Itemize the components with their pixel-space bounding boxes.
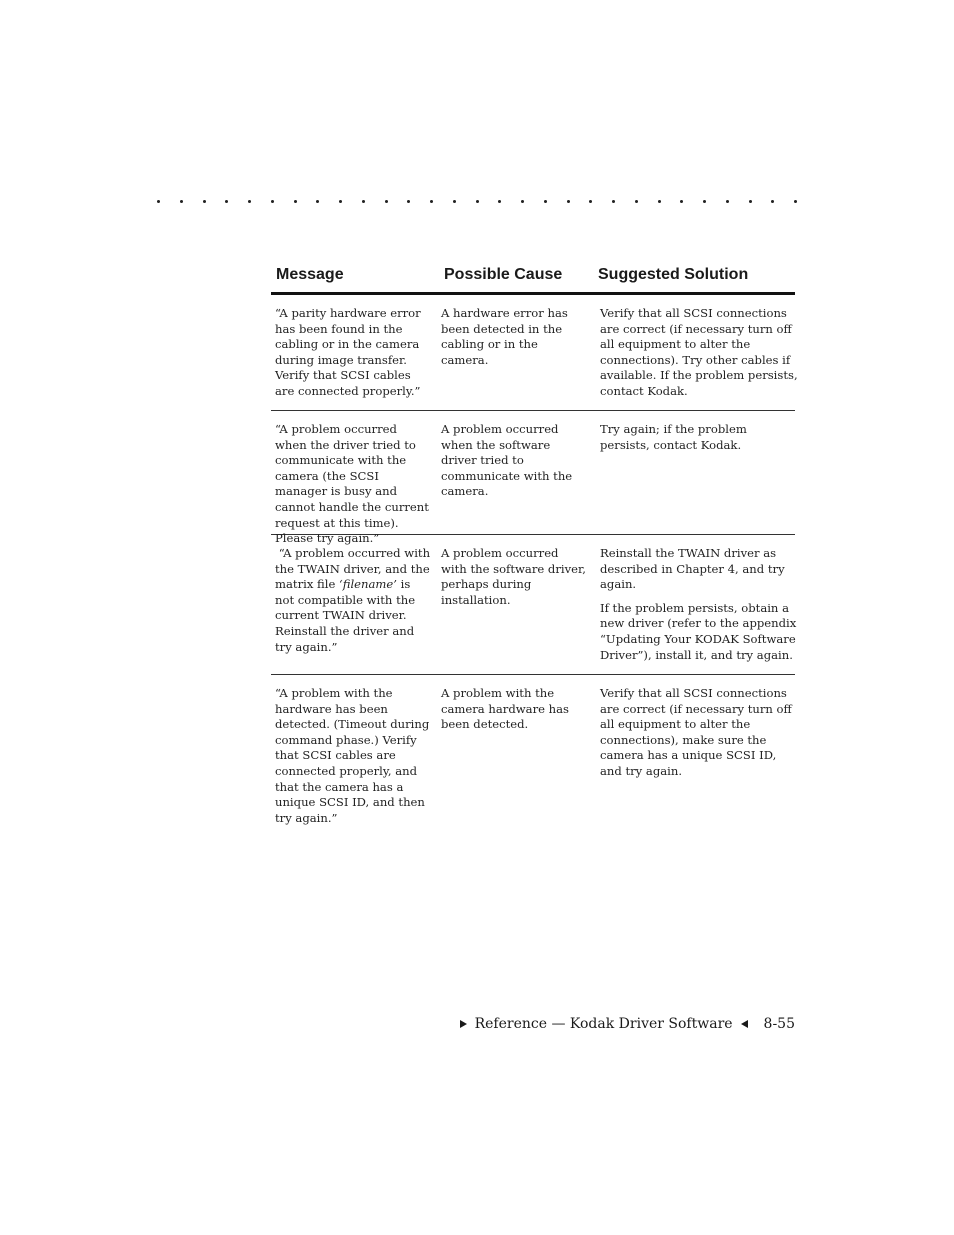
- rule-dot: [498, 200, 501, 203]
- rule-dot: [589, 200, 592, 203]
- table-row: [271, 411, 795, 546]
- filename-text: ‘filename’: [339, 577, 397, 592]
- table-header: [271, 262, 795, 295]
- rule-dot: [703, 200, 706, 203]
- rule-dot: [749, 200, 752, 203]
- rule-dot: [407, 200, 410, 203]
- message-cell: [275, 546, 434, 655]
- rule-dot: [430, 200, 433, 203]
- rule-dot: [339, 200, 342, 203]
- rule-dot: [294, 200, 297, 203]
- rule-dot: [635, 200, 638, 203]
- header-possible-cause: Possible Cause: [444, 266, 563, 283]
- rule-dot: [157, 200, 160, 203]
- rule-dot: [385, 200, 388, 203]
- rule-dot: [453, 200, 456, 203]
- rule-dot: [771, 200, 774, 203]
- rule-dot: [271, 200, 274, 203]
- solution-cell: Verify that all SCSI connections are correct (if necessary turn off all equipment to alter the connections), make sure the camera has a unique SCSI ID, and try again.: [600, 686, 792, 778]
- page-number: 8-55: [763, 1016, 795, 1032]
- header-message: Message: [276, 266, 344, 283]
- rule-dot: [362, 200, 365, 203]
- message-cell: “A problem occurred when the driver tried to communicate with the camera (the SCSI manager is busy and cannot handle the current request at this time). Please try again.”: [275, 422, 429, 546]
- triangle-left-icon: [741, 1020, 748, 1028]
- solution-cell: Verify that all SCSI connections are correct (if necessary turn off all equipment to alter the connections). Try other cables if available. If the problem persists, contact Kodak.: [600, 306, 798, 398]
- rule-dot: [203, 200, 206, 203]
- solution-paragraph: Reinstall the TWAIN driver as described in Chapter 4, and try again.: [600, 546, 785, 592]
- rule-dot: [726, 200, 729, 203]
- troubleshooting-table: [271, 262, 798, 825]
- message-text: is not compatible with the current TWAIN driver. Reinstall the driver and try again.”: [275, 577, 416, 654]
- rule-dot: [544, 200, 547, 203]
- rule-dot: [680, 200, 683, 203]
- table-row: [271, 675, 795, 825]
- solution-cell: Try again; if the problem persists, contact Kodak.: [600, 422, 747, 452]
- dotted-rule: [157, 200, 797, 203]
- table-row: [271, 535, 795, 675]
- rule-dot: [316, 200, 319, 203]
- rule-dot: [521, 200, 524, 203]
- triangle-right-icon: [460, 1020, 467, 1028]
- message-cell: “A problem with the hardware has been detected. (Timeout during command phase.) Verify that SCSI cables are connected properly, and that the camera has a unique SCSI ID, and then try again.”: [275, 686, 430, 825]
- footer-title: Reference — Kodak Driver Software: [474, 1016, 733, 1032]
- cause-cell: A hardware error has been detected in the cabling or in the camera.: [441, 306, 568, 367]
- rule-dot: [225, 200, 228, 203]
- rule-dot: [476, 200, 479, 203]
- message-text: “A problem occurred with the TWAIN driver, and the matrix file: [275, 546, 434, 592]
- solution-paragraph: If the problem persists, obtain a new driver (refer to the appendix “Updating Your KODAK Software Driver”), install it, and try again.: [600, 600, 797, 662]
- rule-dot: [658, 200, 661, 203]
- rule-dot: [248, 200, 251, 203]
- rule-dot: [612, 200, 615, 203]
- cause-cell: A problem occurred with the software driver, perhaps during installation.: [441, 546, 586, 607]
- rule-dot: [794, 200, 797, 203]
- rule-dot: [567, 200, 570, 203]
- page-footer: [460, 1016, 795, 1032]
- cause-cell: A problem with the camera hardware has been detected.: [441, 686, 569, 732]
- message-cell: “A parity hardware error has been found in the cabling or in the camera during image transfer. Verify that SCSI cables are connected properly.”: [275, 306, 421, 398]
- rule-dot: [180, 200, 183, 203]
- table-row: [271, 295, 798, 411]
- solution-cell: [600, 546, 798, 663]
- header-suggested-solution: Suggested Solution: [598, 266, 749, 283]
- cause-cell: A problem occurred when the software driver tried to communicate with the camera.: [441, 422, 573, 499]
